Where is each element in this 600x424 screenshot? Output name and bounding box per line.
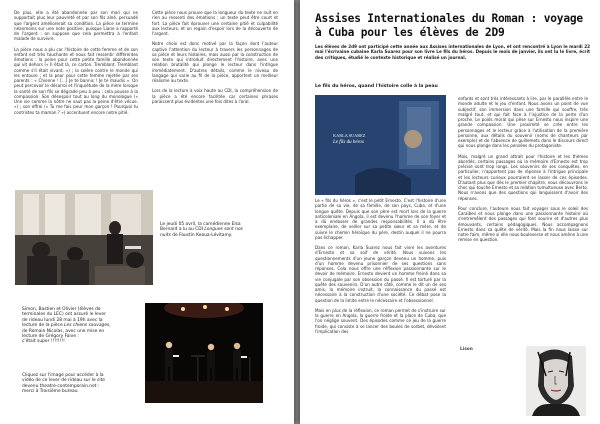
right-page: [300, 0, 600, 424]
caption-text: lecture de la pièce: [22, 323, 63, 329]
paragraph: enfants et sont très intéressants à lire, par le parallèle entre le monde adulte et le jeu d'enfant. Nous avons un point de vue subjectif, son immersion dans une famille qui souffre, très malgré tout, et qui fait face à l'injustice de la perte d'un proche. Le poids moral qui pèse sur Ernesto nous inspire une grande compassion. Une proximité se crée entre les personnages et le lecteur grâce à l'utilisation de la première personne, aux détails du souvenir (noms de chanteurs par exemple) et de l'absence de guillemets dans le discours direct qui nous plonge dans les pensées du protagoniste.: [458, 96, 588, 149]
caption-italic: Les chiens sauvages,: [64, 323, 111, 329]
caption-text: Le jeudi 05 avril, la comédienne Elsa: [160, 222, 241, 227]
paragraph: Mais en plus de la réflexion, ce roman permet de s'instruire sur la guerre en Angola, la guerre froide et la place de Cuba, que l'on néglige souvent. Des épisodes comme ce jeu de la guerre froide, qui consiste à se lancer des boules de sorbet, dévoilent l'implication des: [315, 307, 446, 334]
book-title: Le fils du héros: [333, 140, 364, 145]
paragraph: Pour conclure, l'auteure nous fait voyager sous le soleil des Caraïbes et nous plonge dans une passionnante histoire où s'entremêlent des passages qui font sourire et d'autres plus émouvants, certains pédagogiques. Nous accompagnons Ernesto dans sa quête de vérité. Mais la fin nous laisse sur notre faim, même si elle nous bouleverse et nous amène à une remise en question.: [458, 205, 588, 243]
portrait-drawing: [526, 346, 586, 416]
paragraph: De plus, elle a été abandonnée par son mari qui ne supportait plus leur pauvreté et par son fils aîné, persuadé que l'argent améliorerait sa condition. La pièce se termine néanmoins sur une note positive, puisque Liane a rapporté de l'argent : on suppose que cela permettra à l'enfant malade de survivre.: [14, 10, 138, 42]
paragraph: Lors de la lecture à voix haute au CDI, la compréhension de la pièce a été encore facilitée car certaines phrases paraissent plus évidentes une fois dites à l'oral.: [152, 88, 278, 104]
caption-reading-cdi: [160, 222, 286, 238]
caption-curtain-raiser: [22, 307, 140, 345]
right-column-2: [458, 96, 588, 344]
caption-text: de Romain Nicolas, avec une mise en: [22, 328, 105, 334]
right-column-1: [315, 198, 446, 421]
caption-text: merci à Troisième bureau: [22, 389, 78, 395]
caption-text: c'était super !!!!!!!!: [22, 339, 65, 345]
caption-text: lecture de Grégory Faive :: [22, 334, 79, 340]
caption-text: de Faustin Keoua-Lévitamy.: [172, 232, 233, 238]
book-cover-image: [315, 95, 446, 195]
paragraph: Le « fils du héros », c'est le petit Ernesto. C'est l'histoire d'une partie de sa vie, de sa famille, de son pays, Cuba, et d'une longue quête. Depuis que son père est mort lors de la guerre anticoloniale en Angola, il est devenu l'homme de son foyer et a dû endosser de grandes responsabilités. Il a dû être exemplaire, de veiller sur sa petite sœur et sa mère, et de suivre le chemin héroïque du père, destin auquel il ne pourra pas échapper.: [315, 198, 446, 240]
paragraph: Cette pièce nous prouve que la longueur du texte ne nuit en rien au ressenti des émotions : un texte peut être court et fort. La pièce fait éprouver une certaine pitié et culpabilité aux lecteurs, et un regain d'espoir lors de la découverte de l'argent.: [152, 10, 278, 36]
stage-reading-photo[interactable]: [145, 303, 263, 403]
article-intro: Les élèves de 2d9 ont participé cette année aux Assises internationales de Lyon, et ont rencontré à Lyon le mardi 22 mai l'écrivaine cubaine Karla Suarez pour son livre Le fils du héros. Depuis le mois de janvier, ils ont lu le livre, écrit des critiques, étudié le contexte historique et réalisé un journal.: [315, 44, 590, 60]
left-column-1: [14, 10, 138, 190]
article-subheading: Le fils du héros, quand l'histoire colle à la peau: [315, 84, 438, 89]
caption-text: de rideau lundi 28 mai à 19h avec la: [22, 317, 103, 323]
caption-video-link[interactable]: [22, 373, 140, 395]
author-signature: Lison: [460, 347, 473, 352]
caption-text: Cliquez sur l'image pour accéder à la: [22, 373, 104, 378]
left-page: [0, 0, 294, 424]
caption-italic: Longues sont nos: [204, 227, 243, 233]
caption-text: terminales du LEC) ont assuré le lever: [22, 312, 106, 318]
reading-cdi-photo: [15, 190, 153, 285]
paragraph: Notre choix est donc motivé par la façon dont l'auteur captive l'attention du lecteur à travers les personnages de sa pièce et leurs histoires, mais aussi par la construction de son texte qui introduit directement l'histoire, avec une relation brutalité qui plonge le lecteur dans l'intrigue immédiatement. D'autres détails, comme le niveau de langage qui varie au fil de la pièce, apportent un meilleur réalisme au texte.: [152, 41, 278, 83]
caption-text: vidéo de ce lever de rideau sur le site: [22, 378, 105, 384]
article-title: Assises Internationales du Roman : voyage à Cuba pour les élèves de 2D9: [315, 12, 583, 39]
paragraph: Mais, malgré un grand attrait pour l'histoire et les thèmes abordés, certains passages où la mémoire d'Ernesto est trop précise sont trop longs. Les souvenirs de ses conquêtes, en particulier, n'apportent pas de réponse à l'intrigue principale et les lecteurs curieux pourraient se lasser de ces épisodes. D'autant plus que dès le premier chapitre, nous découvrons le choc qui touche Ernesto et sa relation tumultueuse avec Berto. Nous n'avons que des questions qui languissent d'avoir des réponses.: [458, 153, 588, 201]
book-author: KARLA SUAREZ: [333, 133, 366, 138]
paragraph: La pièce nous a plu car l'histoire de cette femme et de son enfant est très touchante et nous fait ressentir différentes émotions : la peine pour cette petite famille abandonnée qui vit dehors (« Il était là, ce carton. Tremblant. Tremblant comme s'il était vivant. ») ; la colère contre le monde qui les entoure ; et la peur pour cette femme rejetée par ses parents : « Chienne ! [...] Je te bannis ! Je te maudis ». On peut percevoir le désarroi et l'inquiétude de la mère lorsque la santé de son fils se dégrade peu à peu ; cela pousse à la compassion. Son désespoir tout au long du monologue (« Une vie comme la nôtre ne vaut pas la peine d'être vécue. ») ; son effroi (« Tu me fais peur mon garçon ! Pourquoi tu contristes ta maman ? ») accentuent encore notre pitié.: [14, 46, 138, 115]
caption-text: devenu theatre-contemporain.net :: [22, 383, 100, 389]
caption-italic: nuits: [160, 232, 171, 238]
left-column-2: [152, 10, 278, 190]
paragraph: Dans ce roman, Karla Suarez nous fait vivre les aventures d'Ernesto et sa soif de vérité. Nous suivons les questionnements d'un jeune garçon devenu un homme, puis d'un homme devenu prisonnier de ses questions sans réponses. Cela nous offre une réflexion passionnante sur le devoir de mémoire. Ernesto devient un homme freiné dans sa vie conjugale par son obsession du passé. Il est torturé par la quête des souvenirs. D'un autre côté, comme le dit un de ses amis, la mémoire instruit, la connaissance du passé est nécessaire à la construction d'une société. Ce débat pose la question de la limite entre le nécessaire et l'obsessionnel.: [315, 245, 446, 303]
caption-text: Bernard a lu au CDI: [160, 227, 203, 233]
caption-text: Simon, Bastien et Olivier (élèves de: [22, 307, 101, 312]
